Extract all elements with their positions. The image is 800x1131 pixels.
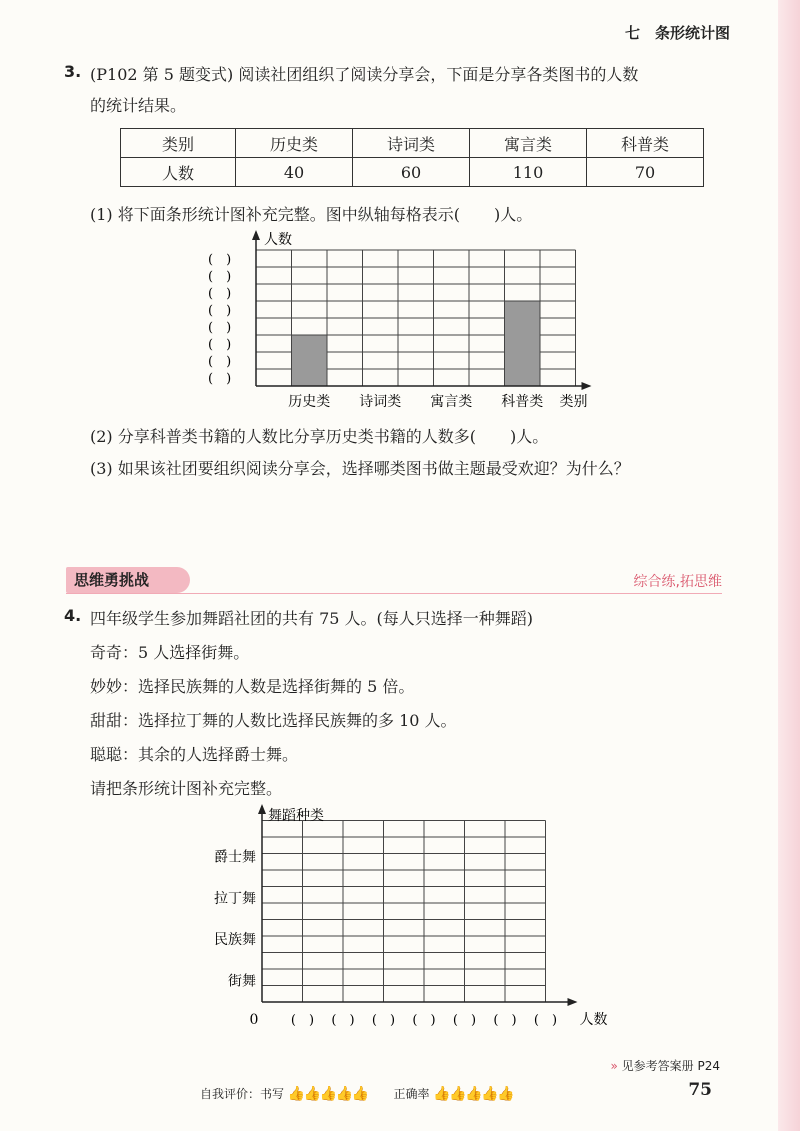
thumbs-up-icon[interactable]: 👍 [481, 1086, 499, 1102]
chart2-axes [258, 804, 578, 1006]
x-tick-label: ( ) [290, 1013, 315, 1028]
x-tick-label: 科普类 [501, 394, 544, 410]
q3-sub2 [90, 424, 548, 447]
table-cell: 70 [587, 158, 704, 187]
x-axis-arrow [568, 998, 578, 1006]
table-cell: 寓言类 [470, 129, 587, 158]
y-tick-label: ( ) [208, 286, 232, 302]
x-axis-arrow [582, 382, 592, 390]
thumbs-up-icon[interactable]: 👍 [335, 1086, 354, 1102]
table-cell: 60 [353, 158, 470, 187]
q3-sub1-text: (1) 将下面条形统计图补充完整。图中纵轴每格表示( [90, 205, 460, 224]
chart2-grid [262, 821, 546, 1003]
y-tick-label: 拉丁舞 [214, 890, 256, 907]
q4-line5: 聪聪：其余的人选择爵士舞。 [90, 745, 299, 764]
bar-4 [505, 301, 541, 386]
q4-line4: 甜甜：选择拉丁舞的人数比选择民族舞的多 10 人。 [90, 711, 457, 730]
thumbs-up-icon[interactable]: 👍 [433, 1086, 451, 1102]
q4-line6: 请把条形统计图补充完整。 [90, 779, 283, 798]
x-tick-label: ( ) [533, 1013, 558, 1028]
table-cell: 科普类 [587, 129, 704, 158]
y-tick-label: ( ) [208, 371, 232, 387]
answer-reference-text: 见参考答案册 P24 [621, 1059, 720, 1073]
x-tick-label: ( ) [331, 1013, 355, 1028]
x-tick-label: ( ) [371, 1013, 396, 1028]
x-tick-label: ( ) [493, 1013, 517, 1028]
thumbs-up-icon[interactable]: 👍 [287, 1086, 306, 1102]
thumbs-up-icon[interactable]: 👍 [497, 1086, 515, 1102]
q3-data-table [120, 128, 704, 187]
section-badge: 思维勇挑战 [66, 567, 190, 593]
origin-label: 0 [249, 1012, 259, 1028]
section-right-label: 综合练,拓思维 [633, 574, 722, 590]
table-row [121, 129, 704, 158]
q3-text-line2: 的统计结果。 [90, 96, 187, 115]
chart2-svg [190, 800, 620, 1040]
thumbs-up-icon[interactable]: 👍 [319, 1086, 338, 1102]
table-cell: 110 [470, 158, 587, 187]
y-axis-label: 人数 [264, 232, 292, 248]
q3-sub2-text-end: )人。 [510, 427, 549, 446]
q3-number: 3. [64, 62, 82, 81]
x-tick-label: ( ) [412, 1013, 436, 1028]
q4-line3: 妙妙：选择民族舞的人数是选择街舞的 5 倍。 [90, 677, 415, 696]
bar-1 [292, 335, 328, 386]
x-axis-label: 类别 [559, 394, 588, 410]
q3-sub1 [90, 202, 532, 225]
thumbs-up-icon[interactable]: 👍 [303, 1086, 322, 1102]
table-cell: 诗词类 [353, 129, 470, 158]
table-row [121, 158, 704, 187]
q4-line1: 四年级学生参加舞蹈社团的共有 75 人。(每人只选择一种舞蹈) [90, 609, 534, 628]
self-eval-label: 自我评价：书写 [200, 1087, 285, 1101]
thumbs-up-icon[interactable]: 👍 [465, 1086, 483, 1102]
chart2-labels [214, 807, 608, 1028]
chart1-svg [200, 226, 620, 416]
y-tick-label: ( ) [208, 303, 232, 319]
y-tick-label: ( ) [208, 252, 232, 268]
q3-text-line1: (P102 第 5 题变式) 阅读社团组织了阅读分享会，下面是分享各类图书的人数 [90, 65, 639, 84]
self-evaluation [200, 1085, 513, 1102]
q3-sub3: (3) 如果该社团要组织阅读分享会，选择哪类图书做主题最受欢迎？为什么？ [90, 459, 630, 478]
x-tick-label: 历史类 [288, 394, 331, 410]
y-axis-arrow [258, 804, 266, 814]
table-row-header: 人数 [121, 158, 236, 187]
table-row-header: 类别 [121, 129, 236, 158]
y-tick-label: ( ) [208, 337, 232, 353]
y-tick-label: ( ) [208, 354, 232, 370]
q3-sub1-text-end: )人。 [494, 205, 533, 224]
y-tick-label: 爵士舞 [214, 849, 256, 866]
q3-sub2-text: (2) 分享科普类书籍的人数比分享历史类书籍的人数多( [90, 427, 476, 446]
chart1-bars [292, 301, 541, 386]
y-axis-arrow [252, 230, 260, 240]
double-chevron-icon: » [610, 1059, 618, 1073]
y-tick-label: 街舞 [228, 973, 256, 990]
answer-reference [611, 1057, 721, 1074]
accuracy-label: 正确率 [393, 1087, 430, 1101]
page-edge-strip [778, 0, 800, 1131]
page-number: 75 [688, 1080, 712, 1100]
y-tick-label: 民族舞 [214, 932, 256, 949]
x-tick-label: ( ) [452, 1013, 477, 1028]
y-tick-label: ( ) [208, 320, 232, 336]
x-tick-label: 寓言类 [430, 394, 473, 410]
y-axis-label: 舞蹈种类 [268, 808, 324, 824]
x-axis-label: 人数 [579, 1012, 608, 1028]
y-tick-label: ( ) [208, 269, 232, 285]
table-cell: 历史类 [236, 129, 353, 158]
q4-number: 4. [64, 606, 82, 625]
table-cell: 40 [236, 158, 353, 187]
chapter-header: 七 条形统计图 [624, 24, 730, 42]
q4-line2: 奇奇：5 人选择街舞。 [90, 643, 250, 662]
thumbs-up-icon[interactable]: 👍 [351, 1086, 370, 1102]
x-tick-label: 诗词类 [359, 394, 402, 410]
thumbs-up-icon[interactable]: 👍 [449, 1086, 467, 1102]
section-divider [66, 593, 722, 594]
